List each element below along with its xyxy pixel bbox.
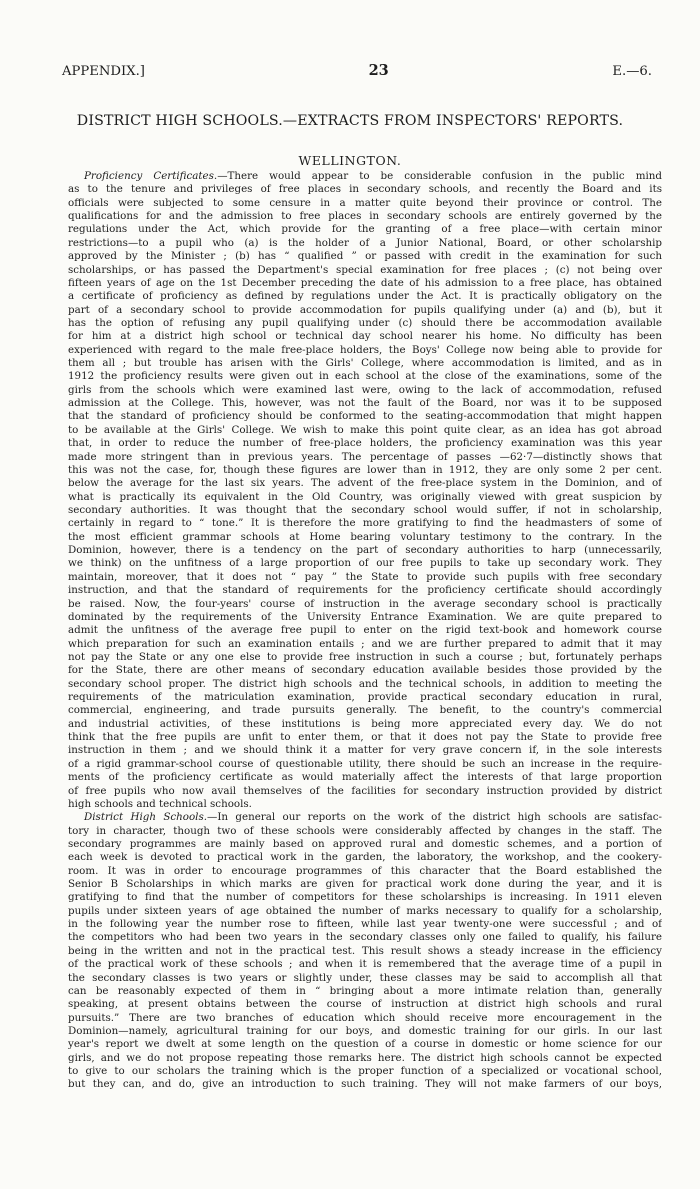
para1-line: what is practically its equivalent in the Old Country, was originally viewed with great suspicion by <box>68 490 662 503</box>
para1-line: be raised. Now, the four-years' course of instruction in the average secondary school is practically <box>68 597 662 610</box>
para1-line: certainly in regard to “ tone.” It is therefore the more gratifying to find the headmasters of some of <box>68 517 662 530</box>
para1-line: the most efficient grammar schools at Home bearing voluntary testimony to the contrary. In the <box>68 530 662 543</box>
para1-line: not pay the State or any one else to provide free instruction in such a course ; but, fortunately perhaps <box>68 650 662 663</box>
para1-line: 1912 the proficiency results were given out in each school at the close of the examinations, some of the <box>68 370 662 383</box>
para1-line: we think) on the unfitness of a large proportion of our free pupils to take up secondary work. They <box>68 557 662 570</box>
header-report-code: E.—6. <box>612 64 652 79</box>
para2-line: being in the written and not in the practical test. This result shows a steady increase in the efficiency <box>68 944 662 957</box>
para1-line: maintain, moreover, that it does not “ pay ” the State to provide such pupils with free secondary <box>68 570 662 583</box>
header-appendix: APPENDIX.] <box>62 64 145 79</box>
para2-line: speaking, at present obtains between the course of instruction at district high schools and rural <box>68 998 662 1011</box>
para1-line: secondary school proper. The district high schools and the technical schools, in addition to meeting the <box>68 677 662 690</box>
para1-line: commercial, engineering, and trade pursuits generally. The benefit, to the country's commercial <box>68 704 662 717</box>
page-number: 23 <box>368 62 389 79</box>
para1-lead: Proficiency Certificates. <box>84 170 218 182</box>
para1-line: regulations under the Act, which provide for the granting of a free place—with certain minor <box>68 223 662 236</box>
para1-line: and industrial activities, of these institutions is being more appreciated every day. We do not <box>68 717 662 730</box>
para2-line: to give to our scholars the training which is the proper function of a specialized or vocational school, <box>68 1065 662 1078</box>
para2-line: Dominion—namely, agricultural training for our boys, and domestic training for our girls. In our last <box>68 1025 662 1037</box>
para1-line: a certificate of proficiency as defined by regulations under the Act. It is practically obligatory on the <box>68 290 662 303</box>
para1-line: think that the free pupils are unfit to enter them, or that it does not pay the State to provide free <box>68 731 662 744</box>
para2-line: year's report we dwelt at some length on the question of a course in domestic or home science for our <box>68 1038 662 1051</box>
para1-line: that the standard of proficiency should be conformed to the seating-accommodation that might happen <box>68 410 662 423</box>
page-title: DISTRICT HIGH SCHOOLS.—EXTRACTS FROM INSPECTORS' REPORTS. <box>76 113 624 129</box>
para2-line: pursuits.” There are two branches of education which should receive more encouragement in the <box>68 1011 662 1024</box>
para1-line: Dominion, however, there is a tendency on the part of secondary authorities to harp (unnecessarily, <box>68 544 662 557</box>
para1-line: restrictions—to a pupil who (a) is the holder of a Junior National, Board, or other scholarship <box>68 236 662 249</box>
para2-line: tory in character, though two of these schools were considerably affected by changes in the staff. The <box>68 824 662 837</box>
para1-line: them all ; but trouble has arisen with the Girls' College, where accommodation is limited, and as in <box>68 357 662 370</box>
para1-line: dominated by the requirements of the University Entrance Examination. We are quite prepared to <box>68 610 662 623</box>
para2-line: District High Schools.—In general our reports on the work of the district high schools are satisfac- <box>84 811 662 824</box>
para2-line: the secondary classes is two years or slightly under, these classes may be said to accomplish all that <box>68 971 662 984</box>
report-body <box>68 170 662 1092</box>
para2-line: each week is devoted to practical work in the garden, the laboratory, the workshop, and the cookery- <box>68 851 662 864</box>
para2-line: pupils under sixteen years of age obtained the number of marks necessary to qualify for a scholarship, <box>68 904 662 917</box>
para1-line: instruction, and that the standard of requirements for the proficiency certificate should accordingly <box>68 584 662 597</box>
para1-line: which preparation for such an examination entails ; and we are further prepared to admit that it may <box>68 637 662 650</box>
para2-line: can be reasonably expected of them in “ bringing about a more intimate relation than, generally <box>68 984 662 997</box>
para1-line: secondary authorities. It was thought that the secondary school would suffer, if not in scholarship, <box>68 503 662 516</box>
para2-line: secondary programmes are mainly based on approved rural and domestic schemes, and a portion of <box>68 837 662 850</box>
para2-line: girls, and we do not propose repeating those remarks here. The district high schools cannot be expected <box>68 1051 662 1064</box>
para1-line: instruction in them ; and we should think it a matter for very grave concern if, in the sole interests <box>68 744 662 757</box>
running-header <box>62 62 652 79</box>
para1-line: part of a secondary school to provide accommodation for pupils qualifying under (a) and (b), but it <box>68 303 662 316</box>
para2-line: gratifying to find that the number of competitors for these scholarships is increasing. In 1911 eleven <box>68 891 662 904</box>
para1-line: that, in order to reduce the number of free-place holders, the proficiency examination was this year <box>68 437 662 450</box>
para1-line: to be available at the Girls' College. We wish to make this point quite clear, as an idea has got abroad <box>68 423 662 436</box>
para2-lead: District High Schools. <box>84 811 208 824</box>
para1-line: qualifications for and the admission to free places in secondary schools are entirely governed by the <box>68 210 662 223</box>
para1-line: below the average for the last six years. The advent of the free-place system in the Dominion, and of <box>68 477 662 490</box>
para1-line: admission at the College. This, however, was not the fault of the Board, nor was it to be supposed <box>68 397 662 410</box>
para1-line: high schools and technical schools. <box>68 797 252 810</box>
para1-line: scholarships, or has passed the Department's special examination for free places ; (c) not being over <box>68 263 662 276</box>
para2-line: of the practical work of these schools ; and when it is remembered that the average time of a pupil in <box>68 958 662 971</box>
para1-line: requirements of the matriculation examination, provide practical secondary education in rural, <box>68 691 662 704</box>
para2-line: the competitors who had been two years in the secondary classes only one failed to qualify, his failure <box>68 931 662 944</box>
section-heading: WELLINGTON. <box>298 153 402 168</box>
para1-line: for him at a district high school or technical day school nearer his home. No difficulty has been <box>68 330 662 343</box>
para1-line: experienced with regard to the male free-place holders, the Boys' College now being able to provide for <box>68 343 662 356</box>
para1-line: admit the unfitness of the average free pupil to enter on the rigid text-book and homework course <box>68 624 662 637</box>
para2-line: room. It was in order to encourage programmes of this character that the Board established the <box>68 864 662 877</box>
para1-line: this was not the case, for, though these figures are lower than in 1912, they are only some 2 per cent. <box>68 463 662 476</box>
para1-line: for the State, there are other means of secondary education available besides those provided by the <box>68 664 662 677</box>
para1-line: approved by the Minister ; (b) has “ qualified ” or passed with credit in the examination for such <box>68 250 662 263</box>
para1-line: has the option of refusing any pupil qualifying under (c) should there be accommodation available <box>68 316 662 329</box>
para2-line: Senior B Scholarships in which marks are given for practical work done during the year, and it is <box>68 878 662 891</box>
para1-line: girls from the schools which were examined last were, owing to the lack of accommodation, refused <box>68 383 662 396</box>
para1-line: of a rigid grammar-school course of questionable utility, there should be such an increase in the require- <box>68 757 662 770</box>
para2-line: but they can, and do, give an introduction to such training. They will not make farmers of our boys, <box>68 1078 662 1091</box>
para1-line: Proficiency Certificates.—There would appear to be considerable confusion in the public mind <box>84 170 662 182</box>
para1-line: ments of the proficiency certificate as would materially affect the interests of that large proportion <box>68 771 662 784</box>
para1-line: fifteen years of age on the 1st December preceding the date of his admission to a free place, has obtained <box>68 276 662 289</box>
para1-line: made more stringent than in previous years. The percentage of passes —62·7—distinctly shows that <box>68 450 662 463</box>
para1-line: of free pupils who now avail themselves of the facilities for secondary instruction provided by district <box>68 784 662 797</box>
para1-line: officials were subjected to some censure in a matter quite beyond their province or control. The <box>68 196 662 209</box>
para1-line: as to the tenure and privileges of free places in secondary schools, and recently the Board and its <box>68 183 662 196</box>
para2-line: in the following year the number rose to fifteen, while last year twenty-one were successful ; and of <box>68 918 662 931</box>
